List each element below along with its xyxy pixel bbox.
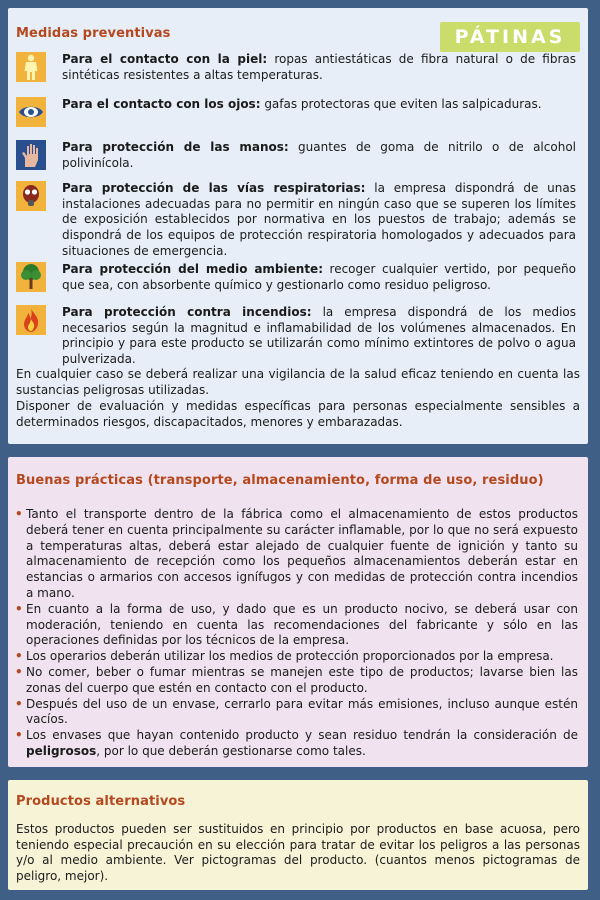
buenas-practicas-section: [8, 457, 588, 767]
person-protective-suit-icon: [16, 52, 46, 82]
measure-title: Para el contacto con la piel:: [62, 52, 268, 66]
eye-icon: [16, 97, 46, 127]
tree-icon: [16, 262, 46, 292]
measure-text: [62, 262, 576, 293]
list-item: [16, 728, 578, 760]
gas-mask-icon: [16, 181, 46, 211]
section-heading: Productos alternativos: [16, 794, 186, 809]
measure-text: [62, 52, 576, 83]
list-item-text: , por lo que deberán gestionarse como tales.: [96, 743, 366, 758]
list-item: • Después del uso de un envase, cerrarlo para evitar más emisiones, incluso aunque estén vacíos.: [16, 697, 578, 729]
closing-paragraph: Disponer de evaluación y medidas específicas para personas especialmente sensibles a determinados riesgos, discapacitados, menores y embarazadas.: [16, 399, 580, 429]
section-heading: Medidas preventivas: [16, 26, 171, 41]
measure-description: guantes de goma de nitrilo o de alcohol polivinícola.: [62, 140, 576, 170]
productos-alternativos-section: [8, 780, 588, 890]
list-item: • Tanto el transporte dentro de la fábrica como el almacenamiento de estos productos deberá tener en cuenta principalmente su carácter inflamable, por lo que no será expuesto a temperaturas altas, deberá estar alejado de cualquier fuente de ignición y tanto su almacenamiento de recepción como los pequeños almacenamientos deberán estar en estancias o armarios con accesos ignífugos y con medidas de protección contra incendios a mano.: [16, 507, 578, 602]
measure-text: [62, 140, 576, 171]
alternatives-paragraph: Estos productos pueden ser sustituidos en principio por productos en base acuosa, pero teniendo especial precaución en su elección para tratar de evitar los peligros a las personas y/o al medio ambiente. Ver pictogramas del producto. (cuantos menos pictogramas de peligro, mejor).: [16, 822, 580, 884]
measure-title: Para protección del medio ambiente:: [62, 262, 323, 276]
measure-title: Para protección de las manos:: [62, 140, 289, 154]
measure-description: recoger cualquier vertido, por pequeño que sea, con absorbente químico y gestionarlo como residuo peligroso.: [62, 262, 576, 292]
hand-icon: [16, 140, 46, 170]
measure-title: Para el contacto con los ojos:: [62, 97, 261, 111]
fire-icon: [16, 305, 46, 335]
practices-list: [16, 507, 578, 760]
list-item: • No comer, beber o fumar mientras se manejen este tipo de productos; lavarse bien las zonas del cuerpo que estén en contacto con el producto.: [16, 665, 578, 697]
category-badge: PÁTINAS: [440, 22, 580, 52]
measure-title: Para protección de las vías respiratorias:: [62, 181, 366, 195]
measure-description: gafas protectoras que eviten las salpicaduras.: [260, 97, 542, 111]
medidas-preventivas-section: [8, 8, 588, 444]
section-heading: Buenas prácticas (transporte, almacenamiento, forma de uso, residuo): [16, 473, 544, 488]
measure-text: [62, 181, 576, 260]
measure-title: Para protección contra incendios:: [62, 305, 312, 319]
list-item-text: Los envases que hayan contenido producto y sean residuo tendrán la consideración de: [26, 728, 578, 743]
list-item-emphasis: peligrosos: [26, 743, 97, 758]
closing-paragraph: En cualquier caso se deberá realizar una vigilancia de la salud eficaz teniendo en cuenta las sustancias peligrosas utilizadas.: [16, 367, 580, 397]
measure-description: la empresa dispondrá de los medios necesarios según la magnitud e inflamabilidad de los volúmenes almacenados. En principio y para este producto se utilizarán como mínimo extintores de polvo o agua pulverizada.: [62, 305, 576, 367]
list-item: • Los operarios deberán utilizar los medios de protección proporcionados por la empresa.: [16, 649, 578, 665]
measure-description: ropas antiestáticas de fibra natural o de fibras sintéticas resistentes a altas temperaturas.: [62, 52, 577, 82]
measure-text: [62, 305, 576, 368]
list-item: • En cuanto a la forma de uso, y dado que es un producto nocivo, se deberá usar con moderación, teniendo en cuenta las recomendaciones del fabricante y sólo en las operaciones definidas por los técnicos de la empresa.: [16, 602, 578, 649]
measure-text: [62, 97, 576, 113]
measure-description: la empresa dispondrá de unas instalaciones adecuadas para no permitir en ningún caso que se superen los límites de exposición establecidos por normativa en los puestos de trabajo; además se dispondrá de los equipos de protección respiratoria homologados y adecuados para situaciones de emergencia.: [62, 181, 576, 258]
